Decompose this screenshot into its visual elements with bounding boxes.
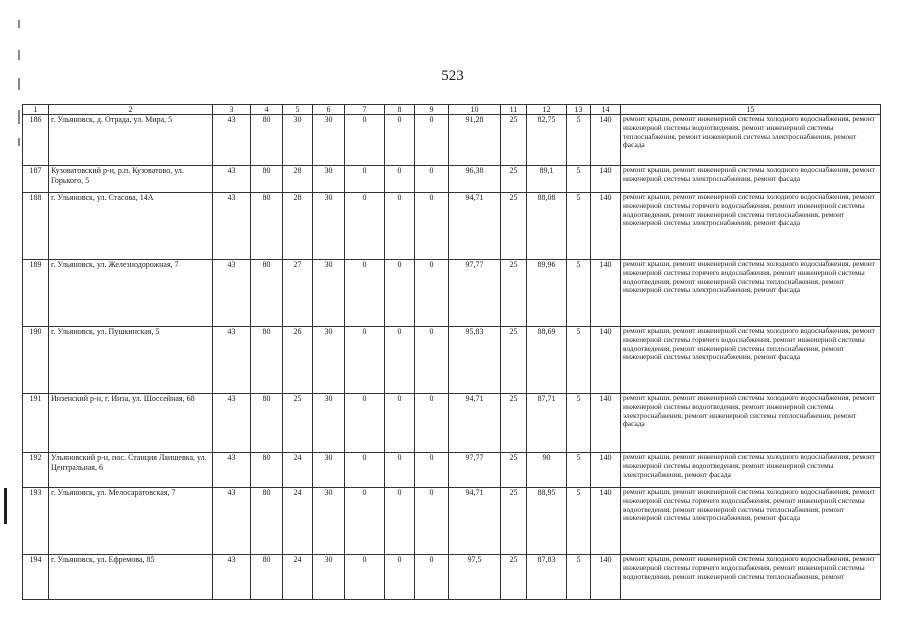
row-number: 186 <box>23 115 49 166</box>
column-header: 3 <box>213 105 251 115</box>
value-cell: 0 <box>345 260 385 327</box>
value-cell: 25 <box>501 327 527 394</box>
value-cell: 25 <box>501 555 527 600</box>
works-cell: ремонт крыши, ремонт инженерной системы холодного водоснабжения, ремонт инженерной системы горячего водоснабжения, ремонт инженерной системы водоотведения, ремонт инженерной системы теплоснабжения, ремонт инженерной системы электроснабжения, ремонт фасада <box>621 488 881 555</box>
value-cell: 25 <box>501 193 527 260</box>
address-cell: г. Ульяновск, д. Отрада, ул. Мира, 5 <box>49 115 213 166</box>
column-header: 5 <box>283 105 313 115</box>
value-cell: 0 <box>345 555 385 600</box>
address-cell: г. Ульяновск, ул. Мелосаратовская, 7 <box>49 488 213 555</box>
value-cell: 0 <box>415 488 449 555</box>
value-cell: 80 <box>251 327 283 394</box>
value-cell: 26 <box>283 327 313 394</box>
column-header: 13 <box>567 105 591 115</box>
value-cell: 25 <box>501 166 527 193</box>
table-row <box>23 453 881 488</box>
works-cell: ремонт крыши, ремонт инженерной системы холодного водоснабжения, ремонт инженерной системы горячего водоснабжения, ремонт инженерной системы водоотведения, ремонт инженерной системы теплоснабжения, ремонт инженерной системы электроснабжения, ремонт фасада <box>621 327 881 394</box>
binder-mark <box>4 488 7 524</box>
value-cell: 5 <box>567 115 591 166</box>
column-header: 2 <box>49 105 213 115</box>
value-cell: 140 <box>591 453 621 488</box>
value-cell: 0 <box>415 260 449 327</box>
value-cell: 5 <box>567 327 591 394</box>
column-header: 14 <box>591 105 621 115</box>
column-header: 6 <box>313 105 345 115</box>
table-row <box>23 166 881 193</box>
value-cell: 0 <box>385 327 415 394</box>
value-cell: 0 <box>415 327 449 394</box>
value-cell: 0 <box>415 193 449 260</box>
value-cell: 88,08 <box>527 193 567 260</box>
value-cell: 80 <box>251 555 283 600</box>
value-cell: 0 <box>415 555 449 600</box>
value-cell: 43 <box>213 394 251 453</box>
value-cell: 80 <box>251 488 283 555</box>
value-cell: 0 <box>345 193 385 260</box>
header-row <box>23 105 881 115</box>
value-cell: 25 <box>501 394 527 453</box>
value-cell: 0 <box>345 488 385 555</box>
value-cell: 80 <box>251 260 283 327</box>
value-cell: 140 <box>591 488 621 555</box>
address-cell: Кузоватовский р-н, р.п. Кузоватово, ул. Горького, 5 <box>49 166 213 193</box>
value-cell: 30 <box>313 327 345 394</box>
table-row <box>23 394 881 453</box>
value-cell: 5 <box>567 260 591 327</box>
value-cell: 0 <box>385 166 415 193</box>
value-cell: 87,71 <box>527 394 567 453</box>
value-cell: 94,71 <box>449 193 501 260</box>
value-cell: 97,77 <box>449 453 501 488</box>
value-cell: 43 <box>213 115 251 166</box>
value-cell: 25 <box>283 394 313 453</box>
value-cell: 0 <box>415 115 449 166</box>
row-number: 188 <box>23 193 49 260</box>
value-cell: 0 <box>385 260 415 327</box>
value-cell: 0 <box>345 166 385 193</box>
column-header: 11 <box>501 105 527 115</box>
value-cell: 140 <box>591 115 621 166</box>
row-number: 187 <box>23 166 49 193</box>
value-cell: 89,1 <box>527 166 567 193</box>
value-cell: 140 <box>591 555 621 600</box>
table-row <box>23 488 881 555</box>
value-cell: 43 <box>213 555 251 600</box>
value-cell: 80 <box>251 394 283 453</box>
value-cell: 25 <box>501 115 527 166</box>
works-cell: ремонт крыши, ремонт инженерной системы холодного водоснабжения, ремонт инженерной системы горячего водоснабжения, ремонт инженерной системы водоотведения, ремонт инженерной системы теплоснабжения, ремонт инженерной системы электроснабжения, ремонт фасада <box>621 193 881 260</box>
value-cell: 90 <box>527 453 567 488</box>
value-cell: 24 <box>283 453 313 488</box>
address-cell: г. Ульяновск, ул. Пушкинская, 5 <box>49 327 213 394</box>
value-cell: 0 <box>415 453 449 488</box>
works-cell: ремонт крыши, ремонт инженерной системы холодного водоснабжения, ремонт инженерной системы горячего водоснабжения, ремонт инженерной системы водоотведения, ремонт инженерной системы теплоснабжения, ремонт инженерной системы электроснабжения, ремонт фасада <box>621 260 881 327</box>
value-cell: 80 <box>251 453 283 488</box>
value-cell: 0 <box>385 115 415 166</box>
works-cell: ремонт крыши, ремонт инженерной системы холодного водоснабжения, ремонт инженерной системы водоотведения, ремонт инженерной системы теплоснабжения, ремонт инженерной системы электроснабжения, ремонт фасада <box>621 115 881 166</box>
row-number: 192 <box>23 453 49 488</box>
value-cell: 89,96 <box>527 260 567 327</box>
column-header: 15 <box>621 105 881 115</box>
value-cell: 87,83 <box>527 555 567 600</box>
value-cell: 94,71 <box>449 488 501 555</box>
value-cell: 0 <box>385 394 415 453</box>
works-cell: ремонт крыши, ремонт инженерной системы холодного водоснабжения, ремонт инженерной системы водоотведения, ремонт инженерной системы электроснабжения, ремонт инженерной системы теплоснабжения, ремонт фасада <box>621 394 881 453</box>
value-cell: 5 <box>567 166 591 193</box>
value-cell: 25 <box>501 453 527 488</box>
value-cell: 88,69 <box>527 327 567 394</box>
value-cell: 30 <box>313 260 345 327</box>
value-cell: 140 <box>591 394 621 453</box>
value-cell: 5 <box>567 394 591 453</box>
value-cell: 0 <box>345 327 385 394</box>
works-cell: ремонт крыши, ремонт инженерной системы холодного водоснабжения, ремонт инженерной системы горячего водоснабжения, ремонт инженерной системы водоотведения, ремонт инженерной системы теплоснабжения, ремонт <box>621 555 881 600</box>
value-cell: 140 <box>591 193 621 260</box>
row-number: 193 <box>23 488 49 555</box>
value-cell: 5 <box>567 488 591 555</box>
value-cell: 80 <box>251 166 283 193</box>
value-cell: 5 <box>567 193 591 260</box>
value-cell: 24 <box>283 488 313 555</box>
value-cell: 0 <box>345 453 385 488</box>
address-cell: Ульяновский р-н, пос. Станция Лаишевка, ул. Центральная, 6 <box>49 453 213 488</box>
value-cell: 95,83 <box>449 327 501 394</box>
value-cell: 43 <box>213 193 251 260</box>
value-cell: 140 <box>591 327 621 394</box>
value-cell: 140 <box>591 260 621 327</box>
column-header: 8 <box>385 105 415 115</box>
table-row <box>23 115 881 166</box>
value-cell: 27 <box>283 260 313 327</box>
value-cell: 97,5 <box>449 555 501 600</box>
value-cell: 82,75 <box>527 115 567 166</box>
value-cell: 0 <box>385 555 415 600</box>
value-cell: 28 <box>283 193 313 260</box>
value-cell: 24 <box>283 555 313 600</box>
column-header: 4 <box>251 105 283 115</box>
value-cell: 80 <box>251 115 283 166</box>
value-cell: 0 <box>385 453 415 488</box>
row-number: 191 <box>23 394 49 453</box>
value-cell: 43 <box>213 327 251 394</box>
value-cell: 5 <box>567 453 591 488</box>
address-cell: г. Ульяновск, ул. Ефремова, 85 <box>49 555 213 600</box>
column-header: 10 <box>449 105 501 115</box>
column-header: 9 <box>415 105 449 115</box>
value-cell: 30 <box>313 488 345 555</box>
value-cell: 30 <box>313 394 345 453</box>
value-cell: 43 <box>213 488 251 555</box>
value-cell: 25 <box>501 260 527 327</box>
value-cell: 0 <box>385 193 415 260</box>
value-cell: 43 <box>213 260 251 327</box>
row-number: 194 <box>23 555 49 600</box>
value-cell: 0 <box>345 115 385 166</box>
table-row <box>23 193 881 260</box>
page-number: 523 <box>441 68 464 84</box>
row-number: 189 <box>23 260 49 327</box>
value-cell: 30 <box>313 453 345 488</box>
row-number: 190 <box>23 327 49 394</box>
address-cell: г. Ульяновск, ул. Железнодорожная, 7 <box>49 260 213 327</box>
value-cell: 80 <box>251 193 283 260</box>
value-cell: 140 <box>591 166 621 193</box>
value-cell: 30 <box>313 115 345 166</box>
value-cell: 28 <box>283 166 313 193</box>
value-cell: 30 <box>283 115 313 166</box>
value-cell: 43 <box>213 453 251 488</box>
value-cell: 0 <box>385 488 415 555</box>
value-cell: 30 <box>313 193 345 260</box>
value-cell: 30 <box>313 166 345 193</box>
column-header: 1 <box>23 105 49 115</box>
value-cell: 25 <box>501 488 527 555</box>
value-cell: 91,28 <box>449 115 501 166</box>
value-cell: 0 <box>415 394 449 453</box>
value-cell: 97,77 <box>449 260 501 327</box>
value-cell: 5 <box>567 555 591 600</box>
margin-marks <box>18 20 20 150</box>
value-cell: 88,95 <box>527 488 567 555</box>
address-cell: г. Ульяновск, ул. Стасова, 14А <box>49 193 213 260</box>
works-cell: ремонт крыши, ремонт инженерной системы холодного водоснабжения, ремонт инженерной системы водоотведения, ремонт инженерной системы электроснабжения, ремонт фасада <box>621 453 881 488</box>
table-row <box>23 260 881 327</box>
column-header: 7 <box>345 105 385 115</box>
works-cell: ремонт крыши, ремонт инженерной системы холодного водоснабжения, ремонт инженерной системы электроснабжения, ремонт фасада <box>621 166 881 193</box>
value-cell: 30 <box>313 555 345 600</box>
value-cell: 43 <box>213 166 251 193</box>
address-cell: Инзенский р-н, г. Инза, ул. Шоссейная, 68 <box>49 394 213 453</box>
data-table <box>22 104 881 600</box>
value-cell: 0 <box>345 394 385 453</box>
value-cell: 0 <box>415 166 449 193</box>
column-header: 12 <box>527 105 567 115</box>
table-row <box>23 327 881 394</box>
value-cell: 96,38 <box>449 166 501 193</box>
value-cell: 94,71 <box>449 394 501 453</box>
table-row <box>23 555 881 600</box>
